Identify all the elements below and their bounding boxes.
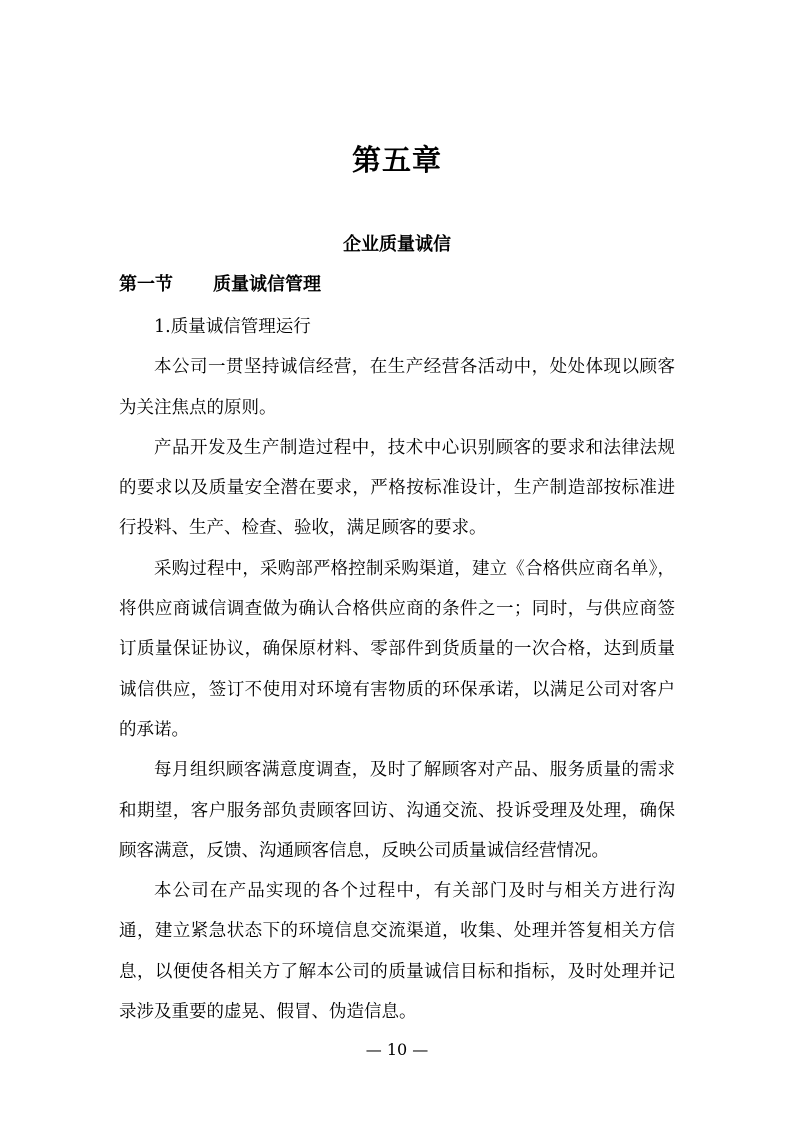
body-text — [119, 307, 675, 1032]
paragraph: 采购过程中，采购部严格控制采购渠道，建立《合格供应商名单》，将供应商诚信调查做为确认合格供应商的条件之一；同时，与供应商签订质量保证协议，确保原材料、零部件到货质量的一次合格，达到质量诚信供应，签订不使用对环境有害物质的环保承诺，以满足公司对客户的承诺。 — [119, 558, 675, 740]
chapter-title: 第五章 — [351, 143, 442, 177]
paragraph: 产品开发及生产制造过程中，技术中心识别顾客的要求和法律法规的要求以及质量安全潜在要求，严格按标准设计，生产制造部按标准进行投料、生产、检查、验收，满足顾客的要求。 — [119, 437, 675, 539]
page-number: — 10 — — [365, 1040, 429, 1059]
subsection-heading — [119, 270, 321, 296]
paragraph-heading: 1.质量诚信管理运行 — [154, 317, 311, 337]
paragraph: 本公司在产品实现的各个过程中，有关部门及时与相关方进行沟通，建立紧急状态下的环境信息交流渠道，收集、处理并答复相关方信息，以便使各相关方了解本公司的质量诚信目标和指标，及时处理并记录涉及重要的虚晃、假冒、伪造信息。 — [119, 881, 675, 1023]
subsection-number: 第一节 — [119, 274, 173, 295]
paragraph: 本公司一贯坚持诚信经营，在生产经营各活动中，处处体现以顾客为关注焦点的原则。 — [119, 357, 675, 418]
section-title: 企业质量诚信 — [343, 234, 451, 255]
paragraph: 每月组织顾客满意度调查，及时了解顾客对产品、服务质量的需求和期望，客户服务部负责顾客回访、沟通交流、投诉受理及处理，确保顾客满意，反馈、沟通顾客信息，反映公司质量诚信经营情况。 — [119, 760, 675, 861]
subsection-title: 质量诚信管理 — [213, 274, 321, 295]
